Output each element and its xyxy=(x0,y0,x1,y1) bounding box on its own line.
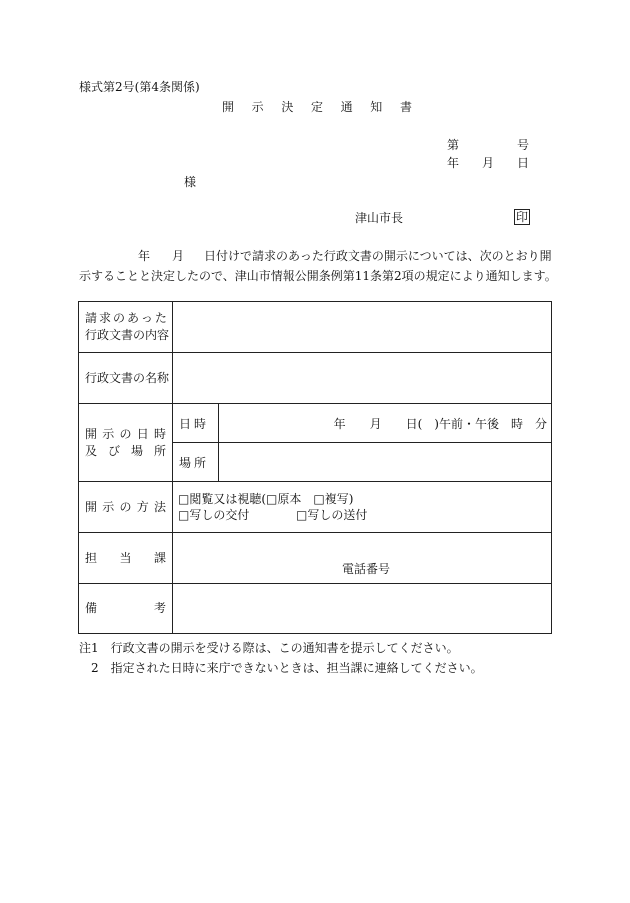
method-view-option[interactable]: □閲覧又は視聴(□原本 □複写) xyxy=(178,492,354,506)
body-year: 年 xyxy=(138,249,151,263)
notes xyxy=(79,638,483,678)
date-year: 年 xyxy=(447,156,460,170)
recipient-suffix: 様 xyxy=(184,175,197,189)
body-paragraph xyxy=(79,246,557,286)
department-label: 担 当 課 xyxy=(79,533,173,584)
body-line1: 日付けで請求のあった行政文書の開示については、次のとおり開 xyxy=(204,249,552,263)
remarks-value[interactable] xyxy=(173,584,552,634)
datetime-sublabel: 日 時 xyxy=(173,404,219,443)
method-copy-mail-option[interactable]: □写しの送付 xyxy=(296,508,368,522)
method-options xyxy=(173,482,552,533)
issuer-name: 津山市長 xyxy=(355,211,404,225)
document-name-value[interactable] xyxy=(173,353,552,404)
table-row xyxy=(79,584,552,634)
table-row xyxy=(79,404,552,443)
remarks-label: 備 考 xyxy=(79,584,173,634)
phone-label: 電話番号 xyxy=(342,562,391,576)
datetime-value[interactable]: 年 月 日( )午前・午後 時 分 xyxy=(219,404,552,443)
date-month: 月 xyxy=(482,156,495,170)
table-row xyxy=(79,353,552,404)
place-value[interactable] xyxy=(219,443,552,482)
doc-number-dai: 第 xyxy=(447,138,460,152)
doc-number-go: 号 xyxy=(517,138,530,152)
note-item-2: 2 指定された日時に来庁できないときは、担当課に連絡してください。 xyxy=(79,661,483,675)
document-title: 開 示 決 定 通 知 書 xyxy=(222,100,412,114)
date-day: 日 xyxy=(517,156,530,170)
body-line2: 示することと決定したので、津山市情報公開条例第11条第2項の規定により通知します。 xyxy=(79,269,557,283)
form-number: 様式第2号(第4条関係) xyxy=(79,80,200,94)
table-row xyxy=(79,302,552,353)
table-row xyxy=(79,533,552,584)
requested-content-label: 請求のあった 行政文書の内容 xyxy=(79,302,173,353)
department-value[interactable] xyxy=(173,533,552,584)
requested-content-value[interactable] xyxy=(173,302,552,353)
place-sublabel: 場 所 xyxy=(173,443,219,482)
document-name-label: 行政文書の名称 xyxy=(79,353,173,404)
table-row xyxy=(79,482,552,533)
disclosure-form-table xyxy=(78,301,552,634)
method-label: 開 示 の 方 法 xyxy=(79,482,173,533)
note-item-1: 注1 行政文書の開示を受ける際は、この通知書を提示してください。 xyxy=(79,641,459,655)
datetime-place-label: 開 示 の 日 時 及 び 場 所 xyxy=(79,404,173,482)
method-copy-delivery-option[interactable]: □写しの交付 xyxy=(178,508,250,522)
seal-mark: 印 xyxy=(516,210,529,224)
body-month: 月 xyxy=(172,249,185,263)
